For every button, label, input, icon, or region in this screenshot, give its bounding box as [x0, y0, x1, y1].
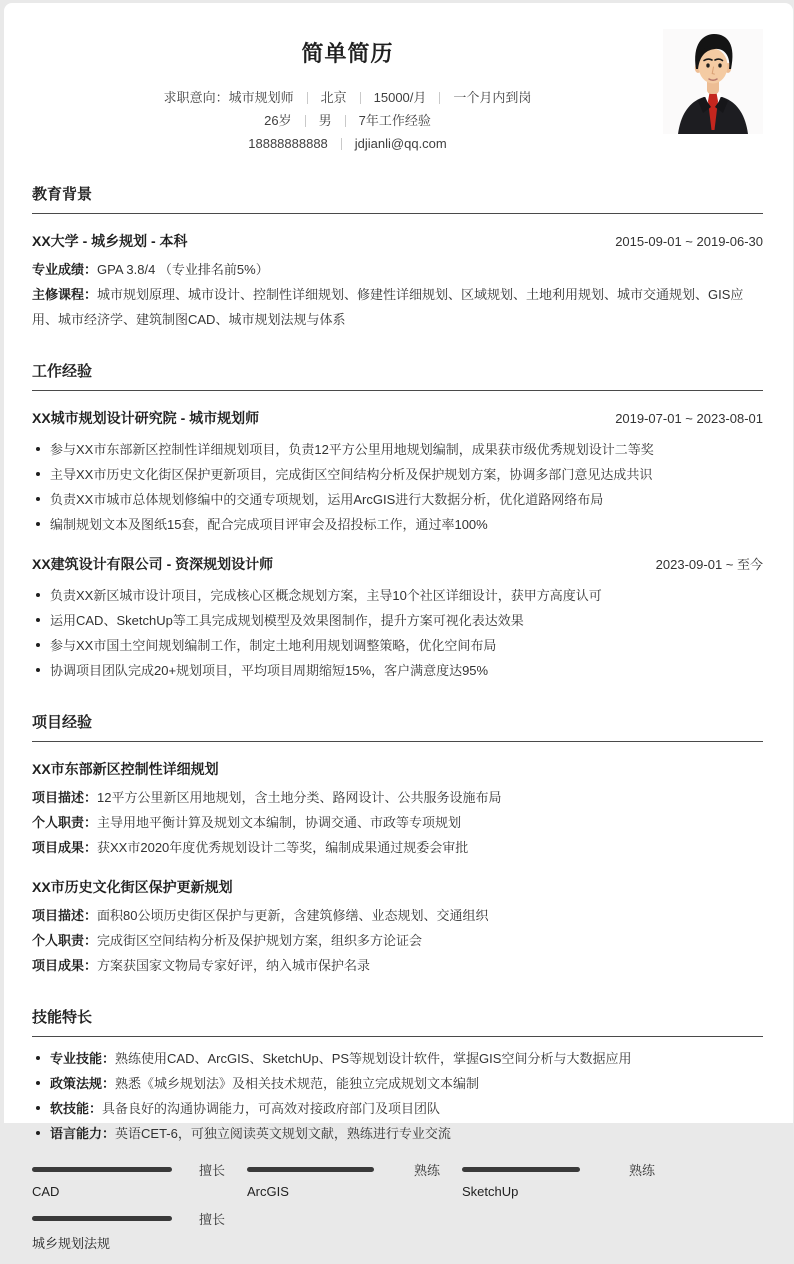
skill-bar-row [247, 1162, 462, 1176]
skill-bullet-text: 具备良好的沟通协调能力，可高效对接政府部门及项目团队 [102, 1101, 441, 1116]
age: 26岁 [264, 113, 292, 128]
school-name: XX大学 - 城乡规划 - 本科 [32, 233, 188, 249]
skill-bar-row [462, 1162, 677, 1176]
project-entry [32, 759, 763, 860]
gpa-value: GPA 3.8/4 （专业排名前5%） [97, 262, 269, 277]
gpa-row [32, 257, 763, 282]
work-bullet-list [32, 437, 763, 537]
job-intent: 求职意向：城市规划师 [163, 90, 294, 105]
projects-section-title: 项目经验 [32, 711, 763, 742]
skill-level-label: 擅长 [199, 1211, 226, 1227]
availability: 一个月内到岗 [453, 90, 532, 105]
work-date-range: 2019-07-01 ~ 2023-08-01 [615, 411, 763, 426]
section-projects [32, 711, 763, 978]
divider [305, 115, 306, 127]
work-bullet: 协调项目团队完成20+规划项目，平均项目周期缩短15%，客户满意度达95% [32, 658, 763, 683]
skills-bullet-list [32, 1046, 763, 1146]
project-entry-head [32, 877, 763, 897]
skills-section-title: 技能特长 [32, 1006, 763, 1037]
page-title: 简单简历 [301, 41, 394, 66]
project-result-label: 项目成果： [32, 958, 98, 973]
skill-bar-arcgis [247, 1162, 462, 1199]
resume-page [4, 3, 793, 1251]
courses-row [32, 282, 763, 332]
skill-bar-fill [247, 1167, 374, 1172]
project-result-label: 项目成果： [32, 840, 98, 855]
project-result-value: 获XX市2020年度优秀规划设计二等奖，编制成果通过规委会审批 [97, 840, 469, 855]
salary: 15000/月 [373, 90, 427, 105]
skill-bullet [32, 1071, 763, 1096]
skill-bar-track [247, 1167, 402, 1172]
email-address: jdjianli@qq.com [354, 136, 447, 151]
project-result-row [32, 953, 763, 978]
project-duty-value: 主导用地平衡计算及规划文本编制，协调交通、市政等专项规划 [97, 815, 462, 830]
project-entry [32, 877, 763, 978]
skill-bullet-label: 专业技能： [50, 1051, 116, 1066]
divider [439, 92, 440, 104]
phone-number: 18888888888 [248, 136, 328, 151]
gpa-label: 专业成绩： [32, 262, 98, 277]
work-section-title: 工作经验 [32, 360, 763, 391]
city: 北京 [320, 90, 347, 105]
section-work [32, 360, 763, 683]
skill-bar-track [462, 1167, 617, 1172]
skill-bar-row [32, 1211, 247, 1225]
skill-name: ArcGIS [247, 1184, 289, 1199]
job-intent-line [32, 86, 663, 109]
skill-bar-fill [462, 1167, 580, 1172]
education-details [32, 257, 763, 332]
company-and-role: XX建筑设计有限公司 - 资深规划设计师 [32, 556, 274, 572]
courses-value: 城市规划原理、城市设计、控制性详细规划、修建性详细规划、区域规划、土地利用规划、城市交通规划、GIS应用、城市经济学、建筑制图CAD、城市规划法规与体系 [32, 287, 744, 327]
skill-name: SketchUp [462, 1184, 519, 1199]
project-entry-head [32, 759, 763, 779]
divider [360, 92, 361, 104]
skill-bar-fill [32, 1216, 172, 1221]
work-bullet: 运用CAD、SketchUp等工具完成规划模型及效果图制作，提升方案可视化表达效果 [32, 608, 763, 633]
profile-photo [663, 29, 763, 134]
work-entry [32, 554, 763, 683]
skill-bullet-text: 熟悉《城乡规划法》及相关技术规范，能独立完成规划文本编制 [115, 1076, 480, 1091]
project-desc-label: 项目描述： [32, 908, 98, 923]
resume-header [32, 29, 763, 155]
contact-info-line [32, 132, 663, 155]
experience-years: 7年工作经验 [358, 113, 431, 128]
skill-name: CAD [32, 1184, 60, 1199]
work-bullet-list [32, 583, 763, 683]
education-entry-head [32, 231, 763, 251]
work-bullet: 参与XX市国土空间规划编制工作，制定土地利用规划调整策略，优化空间布局 [32, 633, 763, 658]
project-duty-value: 完成街区空间结构分析及保护规划方案，组织多方论证会 [97, 933, 423, 948]
gender: 男 [318, 113, 332, 128]
courses-label: 主修课程： [32, 287, 98, 302]
project-desc-value: 12平方公里新区用地规划，含土地分类、路网设计、公共服务设施布局 [97, 790, 502, 805]
work-bullet: 参与XX市东部新区控制性详细规划项目，负责12平方公里用地规划编制，成果获市级优秀规划设计二等奖 [32, 437, 763, 462]
basic-info-line [32, 109, 663, 132]
work-bullet: 编制规划文本及图纸15套，配合完成项目评审会及招投标工作，通过率100% [32, 512, 763, 537]
skill-name: 城乡规划法规 [32, 1236, 111, 1251]
project-desc-label: 项目描述： [32, 790, 98, 805]
work-entry-head [32, 408, 763, 428]
education-date-range: 2015-09-01 ~ 2019-06-30 [615, 234, 763, 249]
project-title: XX市东部新区控制性详细规划 [32, 761, 219, 777]
project-result-row [32, 835, 763, 860]
work-bullet: 主导XX市历史文化街区保护更新项目，完成街区空间结构分析及保护规划方案，协调多部门意见达成共识 [32, 462, 763, 487]
work-bullet: 负责XX新区城市设计项目，完成核心区概念规划方案，主导10个社区详细设计，获甲方高度认可 [32, 583, 763, 608]
education-section-title: 教育背景 [32, 183, 763, 214]
project-duty-row [32, 928, 763, 953]
skill-bullet [32, 1046, 763, 1071]
work-date-range: 2023-09-01 ~ 至今 [655, 557, 763, 572]
project-details [32, 785, 763, 860]
section-education [32, 183, 763, 332]
skill-bars [32, 1162, 763, 1264]
header-center [32, 29, 663, 155]
project-details [32, 903, 763, 978]
skill-level-label: 熟练 [414, 1162, 441, 1178]
skill-bullet-label: 语言能力： [50, 1126, 116, 1141]
project-duty-label: 个人职责： [32, 933, 98, 948]
project-result-value: 方案获国家文物局专家好评，纳入城市保护名录 [97, 958, 371, 973]
project-desc-row [32, 903, 763, 928]
project-desc-row [32, 785, 763, 810]
work-bullet: 负责XX市城市总体规划修编中的交通专项规划，运用ArcGIS进行大数据分析，优化道路网络布局 [32, 487, 763, 512]
skill-bullet-label: 软技能： [50, 1101, 103, 1116]
work-entry [32, 408, 763, 537]
skill-bullet-label: 政策法规： [50, 1076, 116, 1091]
skill-bullet-text: 英语CET-6，可独立阅读英文规划文献，熟练进行专业交流 [115, 1126, 451, 1141]
skill-bar-row [32, 1162, 247, 1176]
skill-bullet [32, 1096, 763, 1121]
skill-bar-fill [32, 1167, 172, 1172]
skill-bullet-text: 熟练使用CAD、ArcGIS、SketchUp、PS等规划设计软件，掌握GIS空间分析与大数据应用 [115, 1051, 632, 1066]
section-skills [32, 1006, 763, 1264]
skill-bar-sketchup [462, 1162, 677, 1199]
skill-bullet [32, 1121, 763, 1146]
divider [307, 92, 308, 104]
skill-bar-track [32, 1216, 187, 1221]
skill-level-label: 熟练 [629, 1162, 656, 1178]
project-desc-value: 面积80公顷历史街区保护与更新，含建筑修缮、业态规划、交通组织 [97, 908, 489, 923]
skill-bar-planning-law [32, 1211, 247, 1252]
divider [341, 138, 342, 150]
skill-bar-track [32, 1167, 187, 1172]
skill-bar-cad [32, 1162, 247, 1199]
portrait-illustration [663, 29, 763, 134]
divider [345, 115, 346, 127]
skill-level-label: 擅长 [199, 1162, 226, 1178]
project-duty-label: 个人职责： [32, 815, 98, 830]
work-entry-head [32, 554, 763, 574]
project-title: XX市历史文化街区保护更新规划 [32, 879, 233, 895]
company-and-role: XX城市规划设计研究院 - 城市规划师 [32, 410, 260, 426]
project-duty-row [32, 810, 763, 835]
